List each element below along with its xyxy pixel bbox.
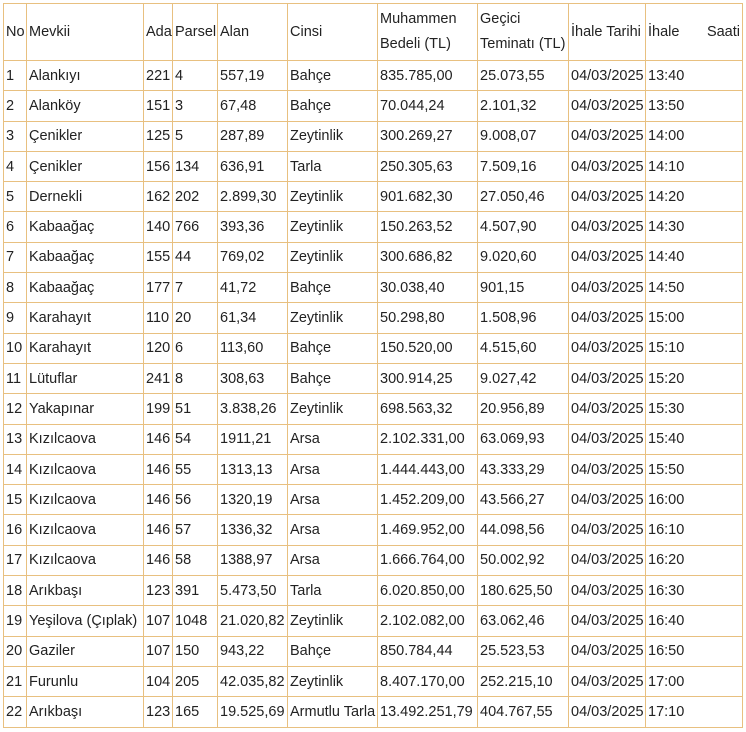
cell-ihale-tarihi: 04/03/2025 [569, 212, 646, 242]
cell-ihale-tarihi: 04/03/2025 [569, 333, 646, 363]
cell-ihale-saati: 16:20 [646, 545, 743, 575]
cell-ihale-saati: 16:10 [646, 515, 743, 545]
cell-ihale-tarihi: 04/03/2025 [569, 121, 646, 151]
cell-ada: 199 [144, 394, 173, 424]
header-gecici-line2: Teminatı (TL) [480, 36, 566, 52]
cell-no: 18 [4, 576, 27, 606]
header-cinsi: Cinsi [288, 4, 378, 61]
cell-mevkii: Furunlu [27, 666, 144, 696]
table-row [4, 121, 743, 151]
cell-gecici-teminati: 4.515,60 [478, 333, 569, 363]
header-alan: Alan [218, 4, 288, 61]
cell-parsel: 55 [173, 454, 218, 484]
cell-mevkii: Kızılcaova [27, 545, 144, 575]
cell-alan: 943,22 [218, 636, 288, 666]
cell-cinsi: Bahçe [288, 363, 378, 393]
table-row [4, 606, 743, 636]
cell-no: 19 [4, 606, 27, 636]
cell-mevkii: Alanköy [27, 91, 144, 121]
cell-mevkii: Yakapınar [27, 394, 144, 424]
table-row [4, 636, 743, 666]
cell-parsel: 134 [173, 151, 218, 181]
cell-parsel: 5 [173, 121, 218, 151]
cell-mevkii: Gaziler [27, 636, 144, 666]
cell-mevkii: Çenikler [27, 151, 144, 181]
cell-ihale-saati: 15:40 [646, 424, 743, 454]
cell-ihale-saati: 17:10 [646, 697, 743, 727]
table-row [4, 454, 743, 484]
cell-no: 14 [4, 454, 27, 484]
cell-ihale-saati: 15:30 [646, 394, 743, 424]
cell-cinsi: Zeytinlik [288, 606, 378, 636]
cell-cinsi: Bahçe [288, 61, 378, 91]
cell-ihale-tarihi: 04/03/2025 [569, 697, 646, 727]
cell-ada: 125 [144, 121, 173, 151]
table-row [4, 151, 743, 181]
cell-ihale-saati: 17:00 [646, 666, 743, 696]
cell-no: 9 [4, 303, 27, 333]
cell-gecici-teminati: 44.098,56 [478, 515, 569, 545]
cell-muhammen-bedeli: 1.444.443,00 [378, 454, 478, 484]
cell-alan: 5.473,50 [218, 576, 288, 606]
cell-ihale-tarihi: 04/03/2025 [569, 576, 646, 606]
cell-ihale-tarihi: 04/03/2025 [569, 182, 646, 212]
header-muhammen-line2: Bedeli (TL) [380, 36, 451, 52]
cell-ihale-saati: 14:50 [646, 273, 743, 303]
table-row [4, 485, 743, 515]
cell-cinsi: Zeytinlik [288, 303, 378, 333]
cell-parsel: 3 [173, 91, 218, 121]
cell-no: 22 [4, 697, 27, 727]
cell-alan: 393,36 [218, 212, 288, 242]
cell-muhammen-bedeli: 8.407.170,00 [378, 666, 478, 696]
table-row [4, 666, 743, 696]
cell-ada: 146 [144, 485, 173, 515]
cell-alan: 1320,19 [218, 485, 288, 515]
cell-no: 11 [4, 363, 27, 393]
table-row [4, 697, 743, 727]
cell-parsel: 44 [173, 242, 218, 272]
cell-ihale-saati: 16:30 [646, 576, 743, 606]
cell-gecici-teminati: 25.073,55 [478, 61, 569, 91]
cell-mevkii: Kabaağaç [27, 242, 144, 272]
cell-gecici-teminati: 25.523,53 [478, 636, 569, 666]
cell-gecici-teminati: 63.069,93 [478, 424, 569, 454]
table-row [4, 333, 743, 363]
cell-muhammen-bedeli: 2.102.082,00 [378, 606, 478, 636]
cell-ihale-saati: 16:50 [646, 636, 743, 666]
cell-ihale-tarihi: 04/03/2025 [569, 454, 646, 484]
cell-parsel: 58 [173, 545, 218, 575]
cell-cinsi: Armutlu Tarla [288, 697, 378, 727]
cell-alan: 3.838,26 [218, 394, 288, 424]
cell-parsel: 54 [173, 424, 218, 454]
cell-no: 7 [4, 242, 27, 272]
cell-gecici-teminati: 43.566,27 [478, 485, 569, 515]
table-row [4, 545, 743, 575]
cell-gecici-teminati: 404.767,55 [478, 697, 569, 727]
cell-mevkii: Arıkbaşı [27, 697, 144, 727]
header-mevkii: Mevkii [27, 4, 144, 61]
cell-alan: 67,48 [218, 91, 288, 121]
cell-gecici-teminati: 1.508,96 [478, 303, 569, 333]
cell-ihale-tarihi: 04/03/2025 [569, 545, 646, 575]
cell-gecici-teminati: 4.507,90 [478, 212, 569, 242]
cell-mevkii: Karahayıt [27, 333, 144, 363]
cell-ada: 241 [144, 363, 173, 393]
cell-cinsi: Arsa [288, 545, 378, 575]
cell-no: 17 [4, 545, 27, 575]
header-no: No [4, 4, 27, 61]
cell-cinsi: Zeytinlik [288, 394, 378, 424]
cell-gecici-teminati: 9.020,60 [478, 242, 569, 272]
cell-muhammen-bedeli: 901.682,30 [378, 182, 478, 212]
cell-cinsi: Arsa [288, 485, 378, 515]
cell-ihale-tarihi: 04/03/2025 [569, 303, 646, 333]
header-muhammen-line1: Muhammen [380, 11, 457, 27]
cell-no: 12 [4, 394, 27, 424]
cell-muhammen-bedeli: 1.469.952,00 [378, 515, 478, 545]
cell-alan: 1911,21 [218, 424, 288, 454]
header-ihale: İhale [648, 23, 680, 40]
cell-ihale-tarihi: 04/03/2025 [569, 636, 646, 666]
cell-no: 15 [4, 485, 27, 515]
cell-parsel: 391 [173, 576, 218, 606]
cell-ada: 155 [144, 242, 173, 272]
cell-muhammen-bedeli: 300.914,25 [378, 363, 478, 393]
header-saati: Saati [706, 23, 740, 40]
cell-parsel: 205 [173, 666, 218, 696]
cell-ada: 151 [144, 91, 173, 121]
table-row [4, 424, 743, 454]
cell-alan: 1388,97 [218, 545, 288, 575]
cell-no: 6 [4, 212, 27, 242]
cell-ada: 177 [144, 273, 173, 303]
cell-ihale-saati: 15:50 [646, 454, 743, 484]
table-row [4, 91, 743, 121]
cell-no: 1 [4, 61, 27, 91]
cell-cinsi: Zeytinlik [288, 242, 378, 272]
cell-ihale-tarihi: 04/03/2025 [569, 273, 646, 303]
cell-ihale-saati: 14:10 [646, 151, 743, 181]
cell-no: 5 [4, 182, 27, 212]
cell-alan: 61,34 [218, 303, 288, 333]
cell-mevkii: Kızılcaova [27, 485, 144, 515]
cell-mevkii: Kabaağaç [27, 273, 144, 303]
cell-gecici-teminati: 901,15 [478, 273, 569, 303]
cell-gecici-teminati: 9.008,07 [478, 121, 569, 151]
cell-gecici-teminati: 27.050,46 [478, 182, 569, 212]
cell-mevkii: Arıkbaşı [27, 576, 144, 606]
cell-muhammen-bedeli: 300.269,27 [378, 121, 478, 151]
cell-mevkii: Lütuflar [27, 363, 144, 393]
cell-gecici-teminati: 20.956,89 [478, 394, 569, 424]
cell-cinsi: Bahçe [288, 273, 378, 303]
cell-no: 16 [4, 515, 27, 545]
table-row [4, 212, 743, 242]
cell-muhammen-bedeli: 50.298,80 [378, 303, 478, 333]
cell-ihale-tarihi: 04/03/2025 [569, 394, 646, 424]
cell-no: 21 [4, 666, 27, 696]
cell-muhammen-bedeli: 2.102.331,00 [378, 424, 478, 454]
cell-parsel: 150 [173, 636, 218, 666]
cell-muhammen-bedeli: 150.263,52 [378, 212, 478, 242]
cell-mevkii: Çenikler [27, 121, 144, 151]
table-row [4, 394, 743, 424]
cell-alan: 308,63 [218, 363, 288, 393]
header-gecici-teminati [478, 4, 569, 61]
cell-muhammen-bedeli: 1.666.764,00 [378, 545, 478, 575]
cell-mevkii: Alankıyı [27, 61, 144, 91]
cell-muhammen-bedeli: 150.520,00 [378, 333, 478, 363]
cell-mevkii: Kızılcaova [27, 424, 144, 454]
cell-parsel: 4 [173, 61, 218, 91]
cell-cinsi: Zeytinlik [288, 666, 378, 696]
cell-gecici-teminati: 7.509,16 [478, 151, 569, 181]
cell-muhammen-bedeli: 250.305,63 [378, 151, 478, 181]
cell-ada: 162 [144, 182, 173, 212]
cell-ada: 107 [144, 606, 173, 636]
cell-ihale-tarihi: 04/03/2025 [569, 242, 646, 272]
cell-cinsi: Bahçe [288, 91, 378, 121]
cell-mevkii: Dernekli [27, 182, 144, 212]
table-body [4, 61, 743, 728]
cell-parsel: 56 [173, 485, 218, 515]
cell-ada: 146 [144, 454, 173, 484]
cell-ada: 120 [144, 333, 173, 363]
cell-cinsi: Tarla [288, 576, 378, 606]
table-row [4, 61, 743, 91]
cell-muhammen-bedeli: 698.563,32 [378, 394, 478, 424]
cell-ihale-tarihi: 04/03/2025 [569, 61, 646, 91]
cell-ihale-tarihi: 04/03/2025 [569, 91, 646, 121]
cell-ihale-tarihi: 04/03/2025 [569, 666, 646, 696]
cell-muhammen-bedeli: 850.784,44 [378, 636, 478, 666]
cell-no: 8 [4, 273, 27, 303]
cell-ada: 156 [144, 151, 173, 181]
cell-ihale-tarihi: 04/03/2025 [569, 515, 646, 545]
cell-parsel: 1048 [173, 606, 218, 636]
cell-cinsi: Tarla [288, 151, 378, 181]
cell-ada: 107 [144, 636, 173, 666]
cell-parsel: 6 [173, 333, 218, 363]
cell-no: 20 [4, 636, 27, 666]
cell-muhammen-bedeli: 70.044,24 [378, 91, 478, 121]
cell-parsel: 51 [173, 394, 218, 424]
cell-no: 3 [4, 121, 27, 151]
cell-ihale-saati: 15:20 [646, 363, 743, 393]
cell-no: 4 [4, 151, 27, 181]
cell-alan: 769,02 [218, 242, 288, 272]
cell-muhammen-bedeli: 1.452.209,00 [378, 485, 478, 515]
header-parsel: Parsel [173, 4, 218, 61]
cell-alan: 113,60 [218, 333, 288, 363]
cell-alan: 21.020,82 [218, 606, 288, 636]
cell-ihale-tarihi: 04/03/2025 [569, 363, 646, 393]
table-header-row [4, 4, 743, 61]
cell-cinsi: Zeytinlik [288, 182, 378, 212]
cell-alan: 42.035,82 [218, 666, 288, 696]
cell-no: 10 [4, 333, 27, 363]
table-row [4, 303, 743, 333]
cell-ihale-saati: 14:20 [646, 182, 743, 212]
cell-ada: 123 [144, 697, 173, 727]
cell-cinsi: Bahçe [288, 333, 378, 363]
cell-alan: 19.525,69 [218, 697, 288, 727]
cell-ihale-saati: 16:00 [646, 485, 743, 515]
cell-gecici-teminati: 2.101,32 [478, 91, 569, 121]
table-row [4, 576, 743, 606]
cell-alan: 2.899,30 [218, 182, 288, 212]
cell-cinsi: Zeytinlik [288, 121, 378, 151]
cell-ihale-saati: 15:00 [646, 303, 743, 333]
cell-parsel: 8 [173, 363, 218, 393]
auction-table [3, 3, 743, 728]
cell-no: 2 [4, 91, 27, 121]
cell-parsel: 165 [173, 697, 218, 727]
cell-ada: 110 [144, 303, 173, 333]
cell-muhammen-bedeli: 6.020.850,00 [378, 576, 478, 606]
cell-ihale-tarihi: 04/03/2025 [569, 485, 646, 515]
cell-parsel: 766 [173, 212, 218, 242]
cell-ihale-saati: 14:30 [646, 212, 743, 242]
cell-alan: 287,89 [218, 121, 288, 151]
cell-ada: 146 [144, 545, 173, 575]
cell-ihale-saati: 14:00 [646, 121, 743, 151]
cell-gecici-teminati: 9.027,42 [478, 363, 569, 393]
cell-cinsi: Arsa [288, 515, 378, 545]
cell-ihale-saati: 14:40 [646, 242, 743, 272]
cell-gecici-teminati: 252.215,10 [478, 666, 569, 696]
cell-cinsi: Bahçe [288, 636, 378, 666]
cell-gecici-teminati: 63.062,46 [478, 606, 569, 636]
cell-ada: 104 [144, 666, 173, 696]
cell-parsel: 202 [173, 182, 218, 212]
cell-mevkii: Karahayıt [27, 303, 144, 333]
cell-gecici-teminati: 50.002,92 [478, 545, 569, 575]
cell-gecici-teminati: 43.333,29 [478, 454, 569, 484]
cell-mevkii: Kızılcaova [27, 515, 144, 545]
cell-muhammen-bedeli: 13.492.251,79 [378, 697, 478, 727]
cell-ihale-saati: 16:40 [646, 606, 743, 636]
cell-mevkii: Kızılcaova [27, 454, 144, 484]
cell-parsel: 7 [173, 273, 218, 303]
cell-ada: 146 [144, 424, 173, 454]
cell-gecici-teminati: 180.625,50 [478, 576, 569, 606]
cell-parsel: 20 [173, 303, 218, 333]
header-gecici-line1: Geçici [480, 11, 521, 27]
cell-muhammen-bedeli: 30.038,40 [378, 273, 478, 303]
table-row [4, 273, 743, 303]
cell-ada: 221 [144, 61, 173, 91]
cell-ihale-saati: 15:10 [646, 333, 743, 363]
cell-alan: 636,91 [218, 151, 288, 181]
cell-alan: 1336,32 [218, 515, 288, 545]
header-ihale-saati [646, 4, 743, 61]
cell-muhammen-bedeli: 835.785,00 [378, 61, 478, 91]
cell-mevkii: Yeşilova (Çıplak) [27, 606, 144, 636]
cell-ada: 140 [144, 212, 173, 242]
cell-cinsi: Arsa [288, 424, 378, 454]
cell-alan: 1313,13 [218, 454, 288, 484]
cell-ada: 146 [144, 515, 173, 545]
cell-alan: 41,72 [218, 273, 288, 303]
cell-alan: 557,19 [218, 61, 288, 91]
cell-ihale-saati: 13:40 [646, 61, 743, 91]
cell-cinsi: Zeytinlik [288, 212, 378, 242]
cell-parsel: 57 [173, 515, 218, 545]
cell-no: 13 [4, 424, 27, 454]
auction-table-container [3, 3, 743, 728]
header-ihale-tarihi: İhale Tarihi [569, 4, 646, 61]
cell-mevkii: Kabaağaç [27, 212, 144, 242]
cell-ihale-saati: 13:50 [646, 91, 743, 121]
cell-ihale-tarihi: 04/03/2025 [569, 151, 646, 181]
table-row [4, 242, 743, 272]
table-row [4, 182, 743, 212]
cell-ihale-tarihi: 04/03/2025 [569, 424, 646, 454]
cell-cinsi: Arsa [288, 454, 378, 484]
cell-muhammen-bedeli: 300.686,82 [378, 242, 478, 272]
table-row [4, 515, 743, 545]
cell-ihale-tarihi: 04/03/2025 [569, 606, 646, 636]
cell-ada: 123 [144, 576, 173, 606]
header-ada: Ada [144, 4, 173, 61]
table-row [4, 363, 743, 393]
header-muhammen-bedeli [378, 4, 478, 61]
